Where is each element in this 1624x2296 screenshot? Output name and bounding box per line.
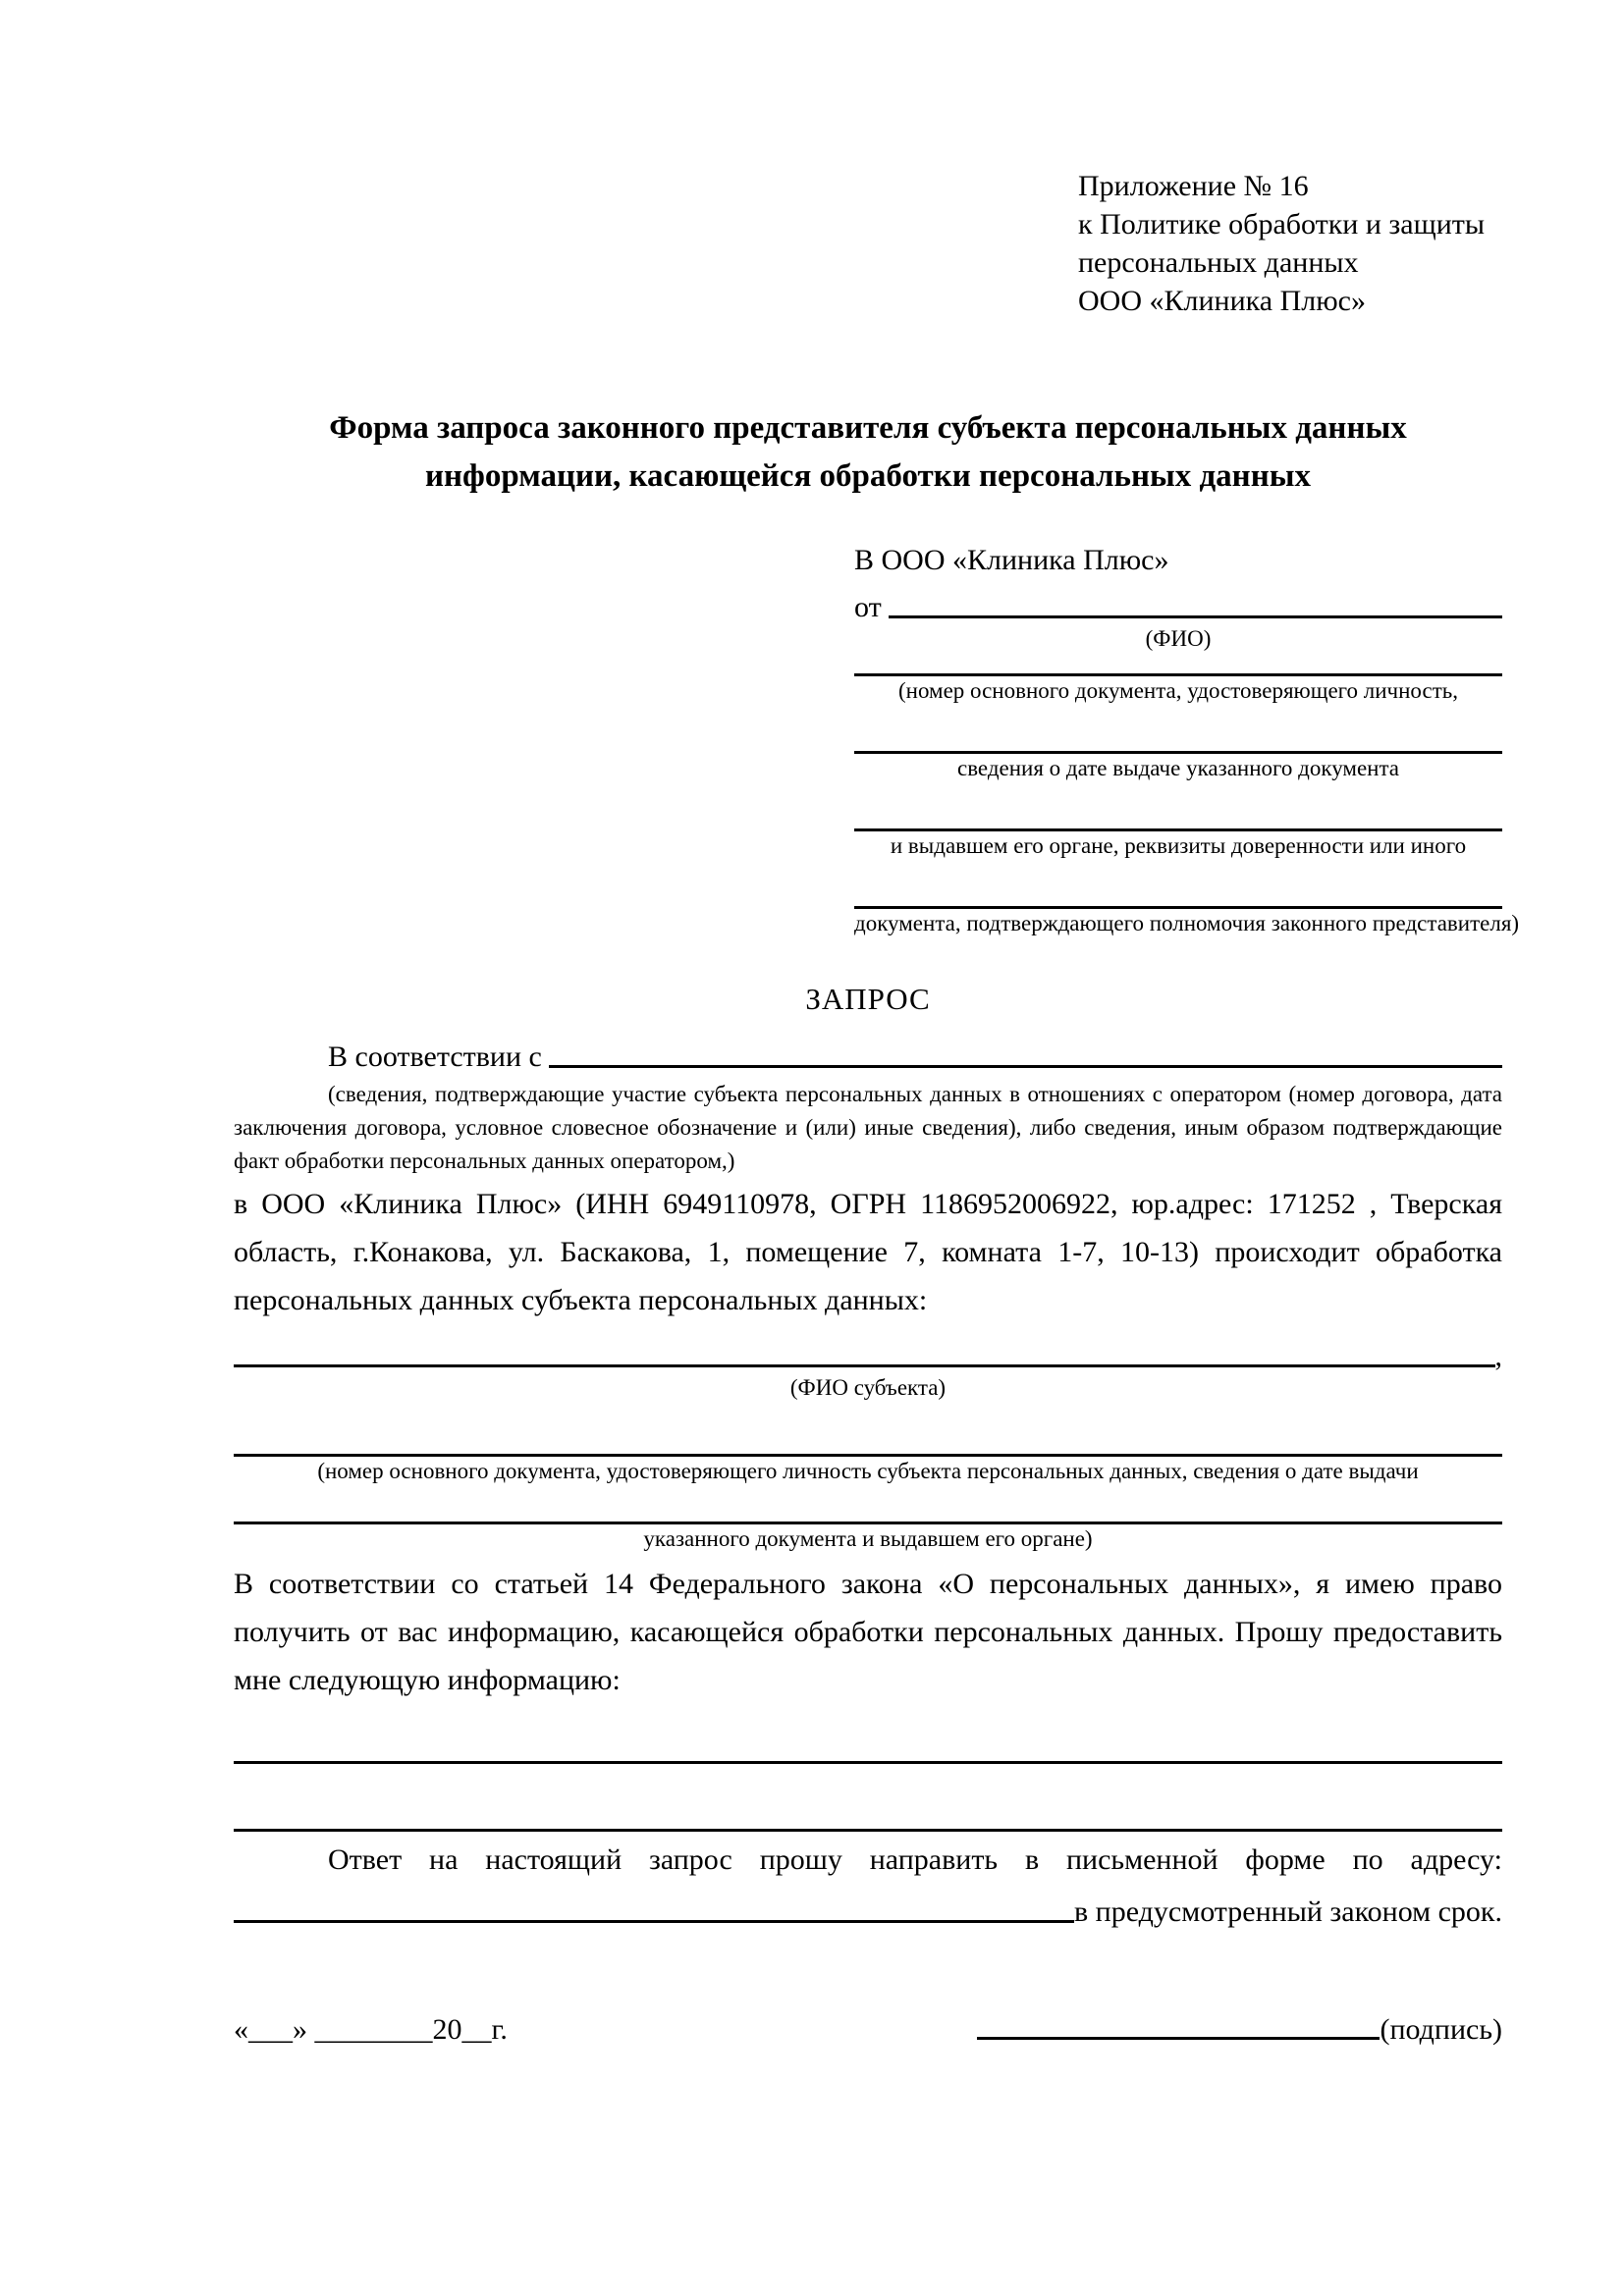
representative-doc-caption-1: (номер основного документа, удостоверяющего личность, bbox=[897, 678, 1458, 703]
subject-fio-comma: , bbox=[1494, 1340, 1502, 1372]
requested-info-blank-field-2 bbox=[234, 1829, 1502, 1832]
appendix-header-line: персональных данных bbox=[1078, 246, 1359, 279]
reply-suffix: в предусмотренный законом срок. bbox=[1074, 1896, 1502, 1928]
law-paragraph: В соответствии со статьей 14 Федерального закона «О персональных данных», я имею право получить от вас информацию, касающейся обработки персональных данных. Прошу предоставить мне следующую информацию: bbox=[234, 1568, 1502, 1696]
basis-blank-field bbox=[549, 1065, 1502, 1068]
appendix-header-line: к Политике обработки и защиты bbox=[1078, 208, 1486, 240]
representative-doc-caption-4: документа, подтверждающего полномочия законного представителя) bbox=[854, 911, 1520, 935]
date-signature-row bbox=[234, 2013, 1502, 2047]
reply-address-blank-field bbox=[234, 1920, 1074, 1923]
reply-paragraph: Ответ на настоящий запрос прошу направить в письменной форме по адресу: bbox=[328, 1843, 1502, 1876]
subject-fio-row bbox=[234, 1332, 1502, 1373]
basis-fine-print-note: (сведения, подтверждающие участие субъекта персональных данных в отношениях с оператором (номер договора, дата заключения договора, условное словесное обозначение и (или) иные сведения), либо сведения, иным образом подтверждающие факт обработки персональных данных оператором,) bbox=[234, 1082, 1502, 1173]
subject-doc-caption-2: указанного документа и выдавшем его органе) bbox=[643, 1526, 1093, 1551]
basis-row bbox=[234, 1029, 1502, 1074]
representative-doc-caption-2: сведения о дате выдаче указанного документа bbox=[956, 756, 1400, 780]
form-title-line-2: информации, касающейся обработки персональных данных bbox=[425, 458, 1311, 494]
representative-doc-group-3 bbox=[854, 828, 1502, 861]
from-blank-field bbox=[889, 615, 1502, 618]
basis-label: В соответствии с bbox=[328, 1041, 550, 1073]
request-heading: ЗАПРОС bbox=[805, 982, 931, 1016]
representative-doc-group-2 bbox=[854, 751, 1502, 783]
subject-doc-caption-1: (номер основного документа, удостоверяющего личность субъекта персональных данных, сведения о дате выдачи bbox=[317, 1459, 1419, 1483]
form-title bbox=[234, 404, 1502, 501]
subject-fio-caption: (ФИО субъекта) bbox=[789, 1375, 947, 1400]
representative-doc-caption-3: и выдавшем его органе, реквизиты доверенности или иного bbox=[890, 833, 1467, 858]
requested-info-blank-field-1 bbox=[234, 1761, 1502, 1764]
signature-caption: (подпись) bbox=[1380, 2013, 1502, 2046]
from-label: от bbox=[854, 591, 890, 623]
appendix-header-line: ООО «Клиника Плюс» bbox=[1078, 285, 1366, 317]
appendix-header-line: Приложение № 16 bbox=[1078, 170, 1309, 202]
signature-blank-field bbox=[977, 2037, 1380, 2040]
reply-address-row bbox=[234, 1884, 1502, 1929]
fio-caption: (ФИО) bbox=[1145, 626, 1212, 651]
addressee-organization: В ООО «Клиника Плюс» bbox=[854, 544, 1169, 576]
operator-paragraph: в ООО «Клиника Плюс» (ИНН 6949110978, ОГРН 1186952006922, юр.адрес: 171252 , Тверская область, г.Конакова, ул. Баскакова, 1, помещение 7, комната 1-7, 10-13) происходит обработка персональных данных субъекта персональных данных: bbox=[234, 1188, 1502, 1316]
signature-group bbox=[977, 2013, 1502, 2047]
representative-doc-group-1 bbox=[854, 673, 1502, 706]
date-blank: «___» ________20__г. bbox=[234, 2013, 508, 2046]
appendix-header bbox=[1078, 167, 1502, 320]
addressee-block bbox=[854, 540, 1520, 938]
from-row bbox=[854, 583, 1502, 624]
representative-doc-group-4 bbox=[854, 906, 1520, 938]
subject-fio-blank-field bbox=[234, 1364, 1495, 1367]
form-title-line-1: Форма запроса законного представителя субъекта персональных данных bbox=[329, 410, 1407, 446]
